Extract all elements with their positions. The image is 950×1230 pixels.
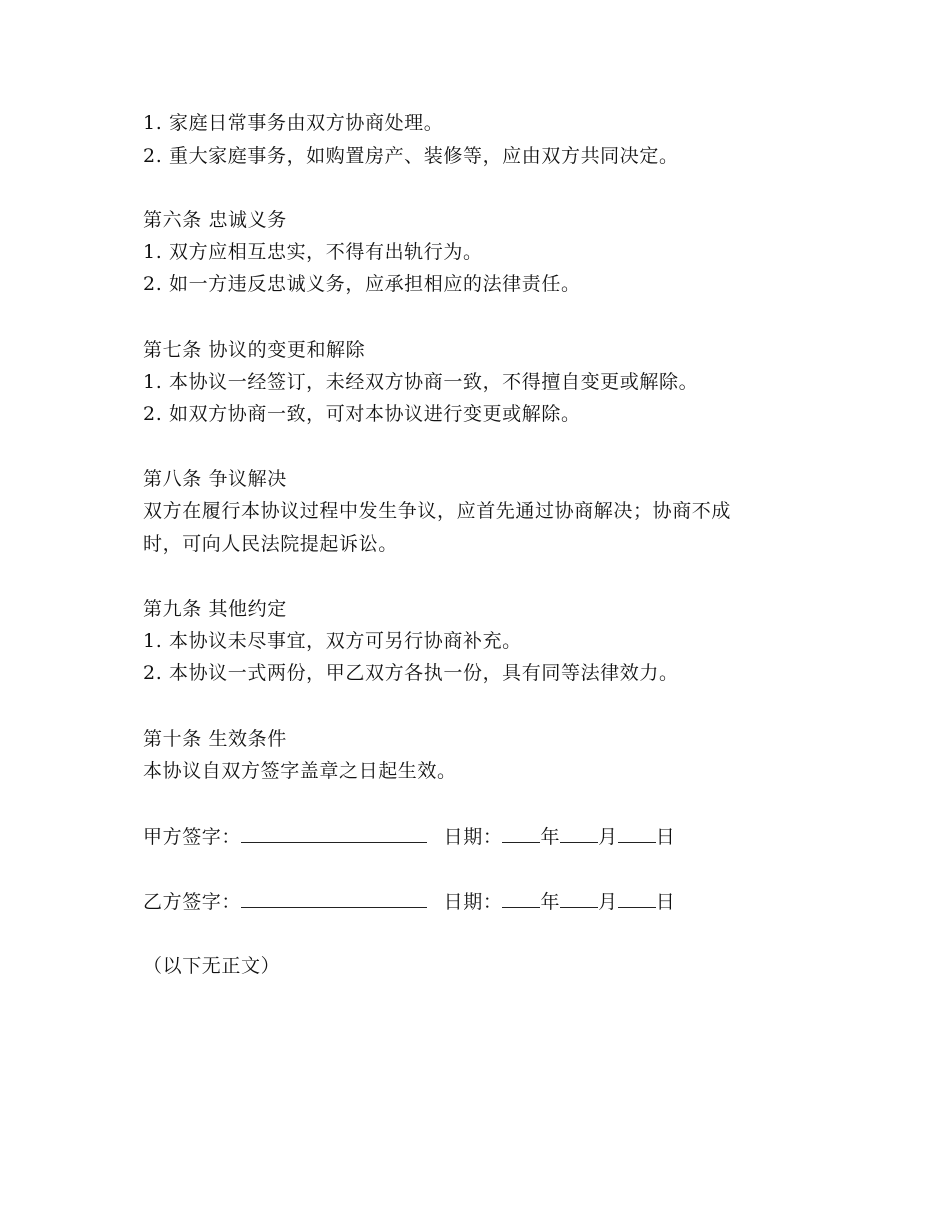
day-label: 日 xyxy=(655,891,676,913)
year-label: 年 xyxy=(540,891,561,913)
list-item: 2. 如一方违反忠诚义务，应承担相应的法律责任。 xyxy=(143,273,581,295)
list-item: 1. 双方应相互忠实，不得有出轨行为。 xyxy=(143,241,483,263)
day-field[interactable] xyxy=(618,889,656,908)
day-label: 日 xyxy=(655,826,676,848)
signature-field[interactable] xyxy=(241,824,427,843)
paragraph-line: 时，可向人民法院提起诉讼。 xyxy=(143,533,398,555)
list-item: 1. 本协议一经签订，未经双方协商一致，不得擅自变更或解除。 xyxy=(143,371,699,393)
article-title: 第八条 争议解决 xyxy=(143,468,287,490)
date-label: 日期： xyxy=(443,891,503,913)
paragraph-line: 本协议自双方签字盖章之日起生效。 xyxy=(143,760,457,782)
month-field[interactable] xyxy=(560,889,598,908)
article-title: 第十条 生效条件 xyxy=(143,728,287,750)
day-field[interactable] xyxy=(618,824,656,843)
end-note: （以下无正文） xyxy=(143,955,281,977)
date-label: 日期： xyxy=(443,826,503,848)
list-item: 1. 本协议未尽事宜，双方可另行协商补充。 xyxy=(143,630,522,652)
month-label: 月 xyxy=(598,826,618,848)
signature-label: 甲方签字： xyxy=(143,826,242,848)
year-field[interactable] xyxy=(502,889,540,908)
signature-line-party-b xyxy=(143,889,675,914)
signature-label: 乙方签字： xyxy=(143,891,242,913)
list-item: 2. 重大家庭事务，如购置房产、装修等，应由双方共同决定。 xyxy=(143,145,679,167)
month-field[interactable] xyxy=(560,824,598,843)
year-field[interactable] xyxy=(502,824,540,843)
signature-field[interactable] xyxy=(241,889,427,908)
signature-line-party-a xyxy=(143,824,675,849)
list-item: 2. 如双方协商一致，可对本协议进行变更或解除。 xyxy=(143,403,581,425)
month-label: 月 xyxy=(598,891,618,913)
article-title: 第九条 其他约定 xyxy=(143,598,287,620)
list-item: 2. 本协议一式两份，甲乙双方各执一份，具有同等法律效力。 xyxy=(143,662,679,684)
article-title: 第六条 忠诚义务 xyxy=(143,209,287,231)
list-item: 1. 家庭日常事务由双方协商处理。 xyxy=(143,112,444,134)
paragraph-line: 双方在履行本协议过程中发生争议，应首先通过协商解决；协商不成 xyxy=(143,500,732,522)
article-title: 第七条 协议的变更和解除 xyxy=(143,339,366,361)
year-label: 年 xyxy=(540,826,561,848)
